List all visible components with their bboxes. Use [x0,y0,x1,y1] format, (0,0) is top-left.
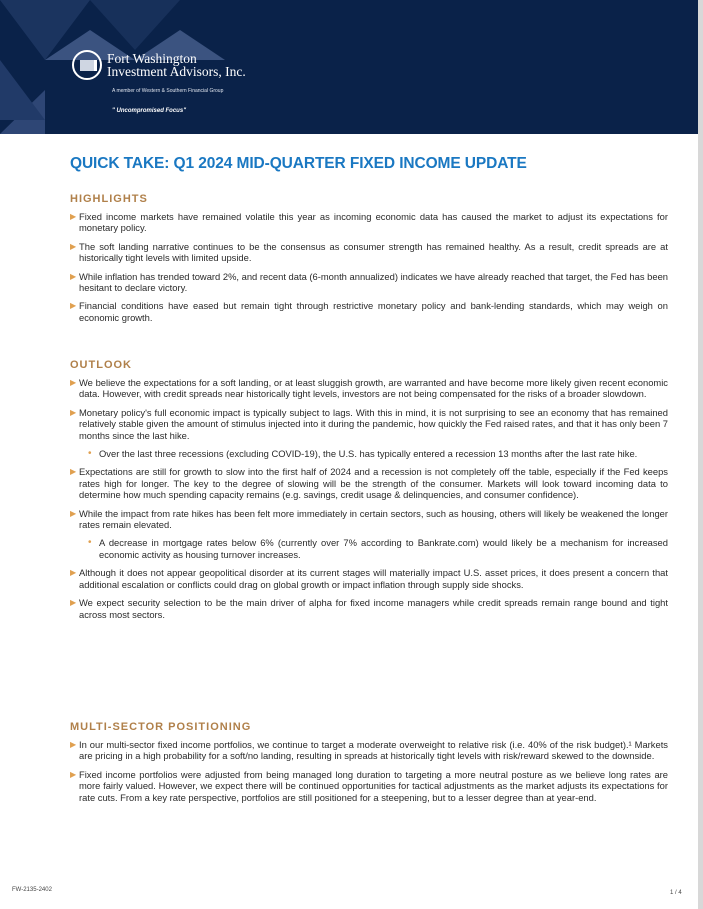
bullet-text: Fixed income markets have remained volatile this year as incoming economic data has caused the market to adjust its expectations for monetary policy. [79,211,668,234]
section-heading: HIGHLIGHTS [70,193,148,205]
decor-triangle [90,0,180,50]
bullet-dot-icon: • [88,537,92,549]
decor-triangle [0,60,45,120]
section-highlights [70,193,668,330]
bullet-text: We expect security selection to be the main driver of alpha for fixed income managers while credit spreads remain range bound and tight across most sectors. [79,597,668,620]
bullet-item [70,271,668,294]
section-heading: OUTLOOK [70,359,132,371]
section-multi-sector-positioning [70,721,668,810]
bullet-item [70,508,668,561]
sub-bullet-item [79,537,668,560]
bullet-arrow-icon: ▶ [70,598,77,608]
bullet-item [70,407,668,460]
bullet-arrow-icon: ▶ [70,740,77,749]
bullet-item [70,567,668,590]
bullet-arrow-icon: ▶ [70,301,77,311]
tagline: " Uncompromised Focus" [112,108,187,114]
page-edge [698,0,703,909]
bullet-item [70,739,668,762]
bullet-text: While inflation has trended toward 2%, and recent data (6-month annualized) indicates we have already reached that target, the Fed has been hesitant to declare victory. [79,270,668,294]
bullet-text: Financial conditions have eased but remain tight through restrictive monetary policy and bank-lending standards, which may weigh on economic growth. [79,300,668,323]
bullet-dot-icon: • [88,448,92,460]
bullet-arrow-icon: ▶ [70,407,77,417]
company-name-line1: Fort Washington [107,51,197,66]
bullet-arrow-icon: ▶ [70,467,77,477]
bullet-item [70,241,668,264]
bullet-arrow-icon: ▶ [70,568,77,578]
bullet-arrow-icon: ▶ [70,769,77,779]
section-outlook [70,359,668,627]
bullet-item [70,769,668,803]
sub-bullet-text: A decrease in mortgage rates below 6% (currently over 7% according to Bankrate.com) would likely be a mechanism for increased economic activity as housing turnover increases. [99,537,668,560]
header-banner [0,0,698,134]
sub-bullet-item [79,448,668,459]
bullet-arrow-icon: ▶ [70,271,77,281]
page-title: QUICK TAKE: Q1 2024 MID-QUARTER FIXED INCOME UPDATE [70,155,527,172]
company-name-line2: Investment Advisors, Inc. [107,64,246,79]
bullet-text: Monetary policy's full economic impact is typically subject to lags. With this in mind, it is not surprising to see an economy that has remained relatively stable given the amount of stimulus injected into it during the pandemic, how quickly the Fed raised rates, and that it has only been 7 months since the last hike. [79,406,668,441]
bullet-text: Expectations are still for growth to slow into the first half of 2024 and a recession is not completely off the table, especially if the Fed keeps rates high for longer. The key to the degree of slowing will be the strength of the consumer. Markets will look toward incoming data to determine how much spending capacity remains (e.g. savings, credit usage & delinquencies, and consumer confidence). [79,466,668,501]
bullet-text: Although it does not appear geopolitical disorder at its current stages will materially impact U.S. asset prices, it does present a concern that additional escalation or conflicts could drag on global growth or impact inflation through supply side shocks. [79,567,668,590]
bullet-text: Fixed income portfolios were adjusted from being managed long duration to targeting a more neutral posture as we believe long rates are more fairly valued. However, we expect there will be continued opportunities for tactical adjustments as the market adjusts its expectations for rate cuts. From a key rate perspective, portfolios are still positioned for a steepening, but to a lesser degree than at year-end. [79,768,668,803]
bullet-item [70,377,668,400]
section-heading: MULTI-SECTOR POSITIONING [70,721,252,733]
bullet-item [70,597,668,620]
bullet-item [70,466,668,500]
bullet-arrow-icon: ▶ [70,508,77,518]
bullet-arrow-icon: ▶ [70,241,77,251]
bullet-text: The soft landing narrative continues to be the consensus as consumer strength has remained healthy. As a result, credit spreads are at historically tight levels with limited upside. [79,240,668,264]
page-number: 1 / 4 [670,890,682,896]
member-text: A member of Western & Southern Financial Group [112,88,224,94]
bullet-arrow-icon: ▶ [70,212,77,221]
bullet-text: While the impact from rate hikes has been felt more immediately in certain sectors, such as housing, others will likely be weakened the longer rates remain elevated. [79,507,668,531]
company-logo [72,50,246,80]
bullet-item [70,211,668,234]
bullet-arrow-icon: ▶ [70,378,77,387]
logo-emblem-icon [72,50,102,80]
bullet-text: We believe the expectations for a soft landing, or at least sluggish growth, are warranted and have become more likely given recent economic data. However, with credit spreads near historically tight levels, investors are not being compensated for the risks of a broader slowdown. [79,377,668,400]
bullet-item [70,300,668,323]
sub-bullet-text: Over the last three recessions (excluding COVID-19), the U.S. has typically entered a recession 13 months after the last rate hike. [99,448,638,460]
bullet-text: In our multi-sector fixed income portfolios, we continue to target a moderate overweight to relative risk (i.e. 40% of the risk budget).¹ Markets are pricing in a high probability for a soft/no landing, resulting in spreads at historically tight levels with risk/reward skewed to the downside. [79,739,668,762]
document-code: FW-2135-2402 [12,887,52,893]
